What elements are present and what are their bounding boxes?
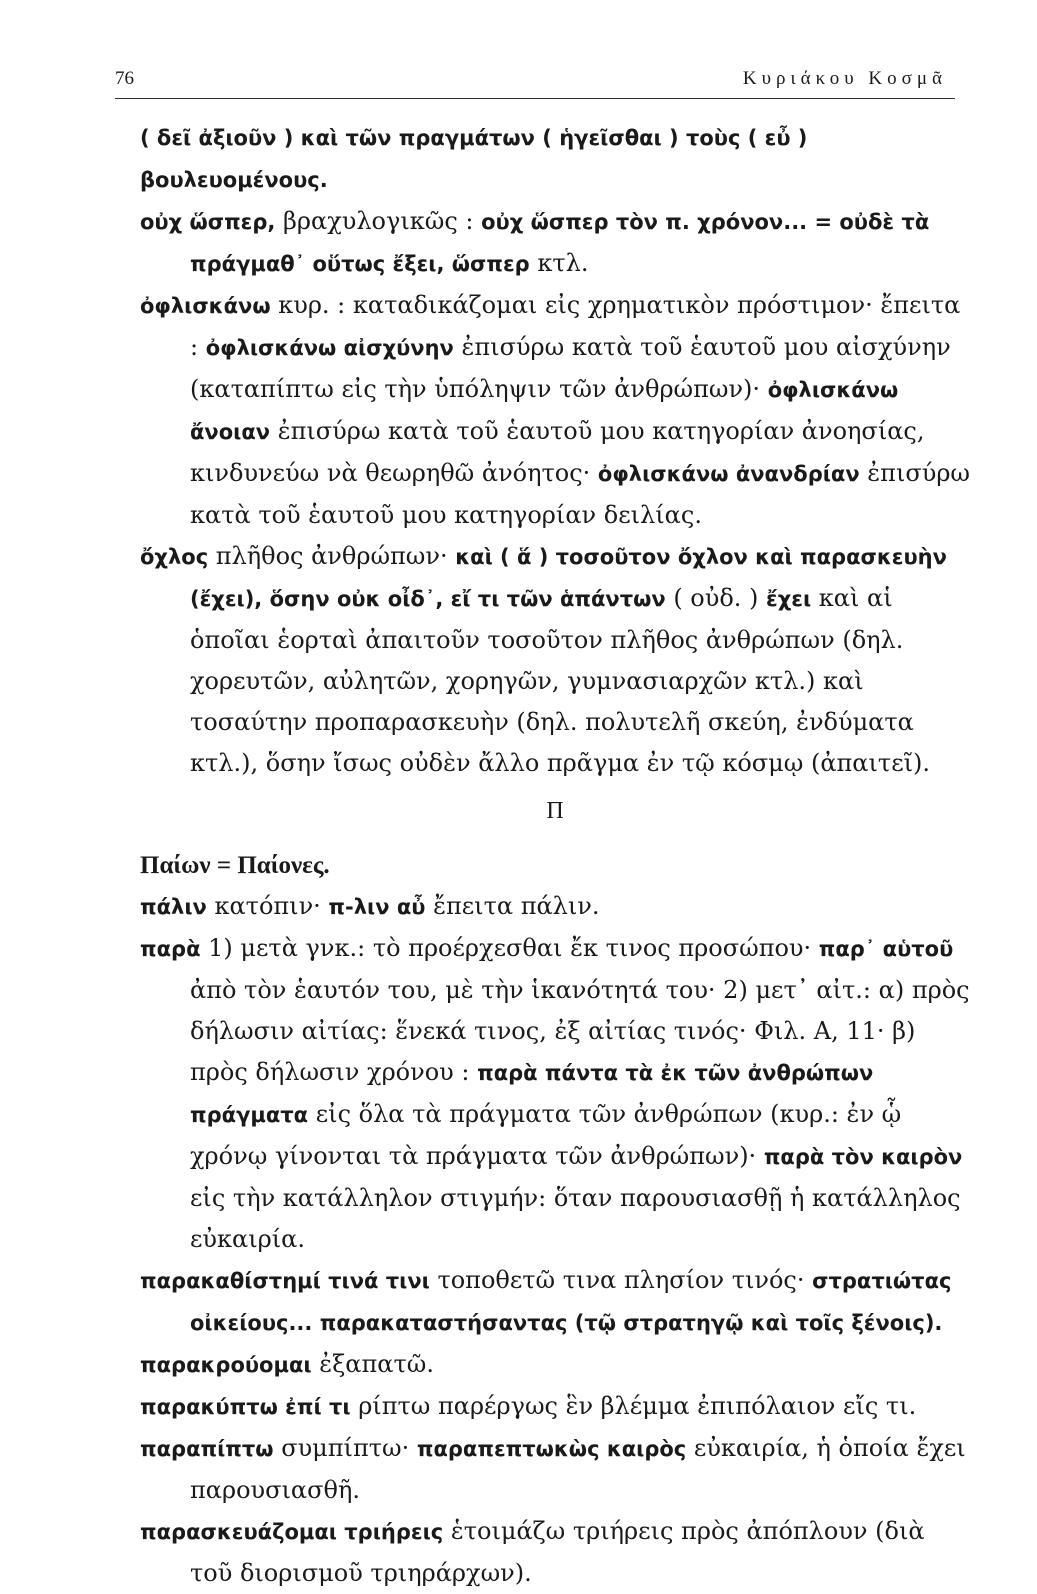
entry-term: ( δεῖ ἀξιοῦν ) καὶ τῶν πραγμάτων ( ἡγεῖσθαι ) τοὺς ( εὖ ) βουλευομένους. — [140, 126, 808, 192]
entry-term: στρατιώτας οἰκείους... παρακαταστήσαντας (τῷ στρατηγῷ καὶ τοῖς ξένοις). — [190, 1269, 952, 1335]
entry-term: παρὰ πάντα τὰ ἐκ τῶν ἀνθρώπων πράγματα — [190, 1061, 874, 1127]
entry-term: παρασκευάζομαι τριήρεις — [140, 1520, 444, 1544]
entry-text: βραχυλογικῶς : — [275, 207, 482, 235]
dictionary-entry — [140, 1511, 970, 1594]
entry-text: ἑτοιμάζω τριήρεις πρὸς ἀπόπλουν (διὰ τοῦ διορισμοῦ τριηράρχων). — [190, 1517, 925, 1587]
entry-term: παρακύπτω ἐπί τι — [140, 1395, 351, 1419]
dictionary-entry — [140, 928, 970, 1260]
entry-term: π-λιν αὖ — [328, 895, 426, 919]
entry-term: παραπεπτωκὼς καιρὸς — [416, 1437, 687, 1461]
dictionary-entry — [140, 1260, 970, 1344]
entry-term: καὶ ( ἅ ) τοσοῦτον ὄχλον καὶ παρασκευὴν (ἔχει), ὅσην οὐκ οἶδ᾽, εἴ τι τῶν ἁπάντων — [190, 545, 947, 611]
entry-text: ἐπισύρω κατὰ τοῦ ἑαυτοῦ μου κατηγορίαν ἀνοησίας, κινδυνεύω νὰ θεωρηθῶ ἀνόητος· — [190, 417, 925, 487]
entry-term: ὀφλισκάνω — [140, 294, 271, 318]
entry-text: ρίπτω παρέργως ἓν βλέμμα ἐπιπόλαιον εἴς τι. — [350, 1392, 917, 1420]
dictionary-entry — [140, 117, 970, 201]
entry-term: παρὰ τὸν καιρὸν — [763, 1145, 963, 1169]
running-head: Κυριάκου Κοσμᾶ — [742, 68, 947, 89]
entry-text: εἰς ὅλα τὰ πράγματα τῶν ἀνθρώπων (κυρ.: ἐν ᾧ χρόνῳ γίνονται τὰ πράγματα τῶν ἀνθρώπων)· — [190, 1100, 902, 1170]
entry-text: ἐπισύρω κατὰ τοῦ ἑαυτοῦ μου αἰσχύνην (καταπίπτω εἰς τὴν ὑπόληψιν τῶν ἀνθρώπων)· — [190, 333, 951, 403]
dictionary-entry — [140, 845, 970, 886]
entry-text: εἰς τὴν κατάλληλον στιγμήν: ὅταν παρουσιασθῇ ἡ κατάλληλος εὐκαιρία. — [190, 1184, 961, 1253]
entry-text: κατόπιν· — [206, 892, 329, 920]
dictionary-entry — [140, 1386, 970, 1428]
entry-term: παρακαθίστημί τινά τινι — [140, 1269, 430, 1293]
dictionary-entry — [140, 886, 970, 928]
entry-term: ἔχει — [766, 587, 812, 611]
entry-text: κυρ. : καταδικάζομαι εἰς χρηματικὸν πρόστιμον· ἔπειτα : — [190, 291, 961, 361]
section-letter: Π — [546, 798, 564, 824]
page-header — [115, 66, 955, 99]
entry-term: παρὰ — [140, 937, 201, 961]
entry-text: ( οὐδ. ) — [665, 584, 767, 612]
entries-bottom — [140, 845, 970, 1594]
dictionary-entry — [140, 536, 970, 784]
dictionary-content — [140, 117, 970, 1594]
entry-text: ἐπισύρω κατὰ τοῦ ἑαυτοῦ μου κατηγορίαν δειλίας. — [190, 459, 970, 529]
entry-term: ὀφλισκάνω ἀνανδρίαν — [597, 462, 860, 486]
dictionary-entry — [140, 1428, 970, 1511]
entry-text: πλῆθος ἀνθρώπων· — [208, 542, 456, 570]
dictionary-entry — [140, 1344, 970, 1386]
entry-term: ὄχλος — [140, 545, 209, 569]
entry-term: πάλιν — [140, 895, 207, 919]
entry-term: παρ᾽ αὑτοῦ — [818, 937, 954, 961]
entry-term: παραπίπτω — [140, 1437, 274, 1461]
entry-term: ὀφλισκάνω ἄνοιαν — [190, 378, 899, 444]
entry-text: εὐκαιρία, ἡ ὁποία ἔχει παρουσιασθῆ. — [190, 1434, 966, 1504]
entry-term: οὐχ ὥσπερ, — [140, 210, 276, 234]
entry-term: οὐχ ὥσπερ τὸν π. χρόνον... = οὐδὲ τὰ πράγμαθ᾽ οὕτως ἔξει, ὥσπερ — [190, 210, 930, 276]
entry-text: ἀπὸ τὸν ἑαυτόν του, μὲ τὴν ἱκανότητά του· 2) μετ᾽ αἰτ.: α) πρὸς δήλωσιν αἰτίας: ἕνεκά τινος, ἐξ αἰτίας τινός· Φιλ. Α, 11· β) πρὸς δήλωσιν χρόνου : — [190, 976, 970, 1086]
entry-text: καὶ αἱ ὁποῖαι ἑορταὶ ἀπαιτοῦν τοσοῦτον πλῆθος ἀνθρώπων (δηλ. χορευτῶν, αὐλητῶν, χορηγῶν, γυμνασιαρχῶν κτλ.) καὶ τοσαύτην προπαρασκευὴν (δηλ. πολυτελῆ σκεύη, ἐνδύματα κτλ.), ὅσην ἴσως οὐδὲν ἄλλο πρᾶγμα ἐν τῷ κόσμῳ (ἀπαιτεῖ). — [190, 584, 931, 777]
entry-term: Παίων = Παίονες. — [140, 852, 330, 879]
entry-text: ἐξαπατῶ. — [311, 1350, 434, 1378]
entry-term: ὀφλισκάνω αἰσχύνην — [205, 336, 454, 360]
entry-text: ἔπειτα πάλιν. — [425, 892, 600, 920]
entry-text: συμπίπτω· — [273, 1434, 417, 1462]
entry-text: κτλ. — [529, 249, 589, 277]
entries-top — [140, 117, 970, 784]
entry-text: 1) μετὰ γνκ.: τὸ προέρχεσθαι ἔκ τινος προσώπου· — [200, 934, 819, 962]
dictionary-entry — [140, 201, 970, 285]
entry-text: τοποθετῶ τινα πλησίον τινός· — [429, 1266, 813, 1294]
entry-term: παρακρούομαι — [140, 1353, 312, 1377]
dictionary-entry — [140, 285, 970, 536]
page-number: 76 — [115, 68, 134, 89]
